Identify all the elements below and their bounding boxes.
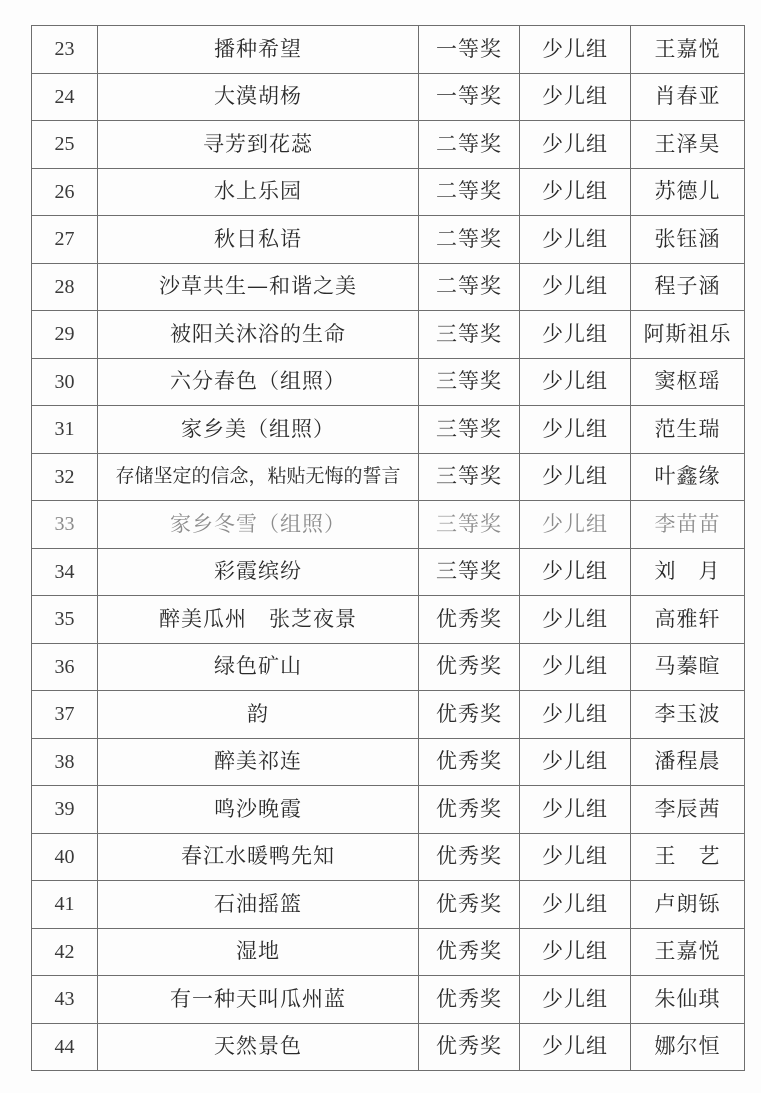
award-level-cell: 二等奖 [419, 216, 520, 264]
author-name-cell: 高雅轩 [631, 596, 745, 644]
table-row [32, 358, 745, 406]
awards-table [31, 25, 745, 1071]
table-row [32, 738, 745, 786]
author-name-cell: 范生瑞 [631, 406, 745, 454]
entry-number-cell: 25 [32, 121, 98, 169]
entry-number-cell: 23 [32, 26, 98, 74]
table-row [32, 833, 745, 881]
work-title-cell: 秋日私语 [98, 216, 419, 264]
age-group-cell: 少儿组 [520, 643, 631, 691]
age-group-cell: 少儿组 [520, 976, 631, 1024]
entry-number-cell: 27 [32, 216, 98, 264]
award-level-cell: 优秀奖 [419, 738, 520, 786]
author-name-cell: 叶鑫缘 [631, 453, 745, 501]
table-row [32, 928, 745, 976]
author-name-cell: 苏德儿 [631, 168, 745, 216]
age-group-cell: 少儿组 [520, 311, 631, 359]
age-group-cell: 少儿组 [520, 833, 631, 881]
entry-number-cell: 43 [32, 976, 98, 1024]
entry-number-cell: 24 [32, 73, 98, 121]
entry-number-cell: 30 [32, 358, 98, 406]
award-level-cell: 三等奖 [419, 548, 520, 596]
award-level-cell: 优秀奖 [419, 928, 520, 976]
table-row [32, 406, 745, 454]
award-level-cell: 优秀奖 [419, 976, 520, 1024]
age-group-cell: 少儿组 [520, 73, 631, 121]
award-level-cell: 二等奖 [419, 121, 520, 169]
age-group-cell: 少儿组 [520, 881, 631, 929]
author-name-cell: 阿斯祖乐 [631, 311, 745, 359]
award-level-cell: 一等奖 [419, 73, 520, 121]
award-level-cell: 优秀奖 [419, 691, 520, 739]
entry-number-cell: 32 [32, 453, 98, 501]
age-group-cell: 少儿组 [520, 548, 631, 596]
age-group-cell: 少儿组 [520, 928, 631, 976]
entry-number-cell: 28 [32, 263, 98, 311]
awards-table-body [32, 26, 745, 1071]
age-group-cell: 少儿组 [520, 121, 631, 169]
entry-number-cell: 41 [32, 881, 98, 929]
work-title-cell: 寻芳到花蕊 [98, 121, 419, 169]
table-row [32, 121, 745, 169]
work-title-cell: 春江水暖鸭先知 [98, 833, 419, 881]
table-row [32, 73, 745, 121]
author-name-cell: 张钰涵 [631, 216, 745, 264]
award-level-cell: 优秀奖 [419, 643, 520, 691]
entry-number-cell: 34 [32, 548, 98, 596]
award-level-cell: 三等奖 [419, 358, 520, 406]
author-name-cell: 王泽昊 [631, 121, 745, 169]
author-name-cell: 刘 月 [631, 548, 745, 596]
award-level-cell: 三等奖 [419, 406, 520, 454]
age-group-cell: 少儿组 [520, 453, 631, 501]
author-name-cell: 朱仙琪 [631, 976, 745, 1024]
entry-number-cell: 29 [32, 311, 98, 359]
work-title-cell: 水上乐园 [98, 168, 419, 216]
table-row [32, 596, 745, 644]
author-name-cell: 卢朗铄 [631, 881, 745, 929]
table-row [32, 786, 745, 834]
work-title-cell: 沙草共生—和谐之美 [98, 263, 419, 311]
table-row [32, 1023, 745, 1071]
entry-number-cell: 31 [32, 406, 98, 454]
table-row [32, 216, 745, 264]
work-title-cell: 韵 [98, 691, 419, 739]
table-row [32, 691, 745, 739]
work-title-cell: 大漠胡杨 [98, 73, 419, 121]
award-level-cell: 优秀奖 [419, 596, 520, 644]
age-group-cell: 少儿组 [520, 786, 631, 834]
entry-number-cell: 37 [32, 691, 98, 739]
age-group-cell: 少儿组 [520, 358, 631, 406]
award-level-cell: 优秀奖 [419, 833, 520, 881]
author-name-cell: 程子涵 [631, 263, 745, 311]
age-group-cell: 少儿组 [520, 216, 631, 264]
work-title-cell: 家乡冬雪（组照） [98, 501, 419, 549]
award-level-cell: 优秀奖 [419, 1023, 520, 1071]
table-row [32, 311, 745, 359]
author-name-cell: 娜尔恒 [631, 1023, 745, 1071]
age-group-cell: 少儿组 [520, 168, 631, 216]
table-row [32, 548, 745, 596]
award-level-cell: 二等奖 [419, 263, 520, 311]
award-level-cell: 优秀奖 [419, 881, 520, 929]
work-title-cell: 绿色矿山 [98, 643, 419, 691]
work-title-cell: 彩霞缤纷 [98, 548, 419, 596]
age-group-cell: 少儿组 [520, 738, 631, 786]
entry-number-cell: 44 [32, 1023, 98, 1071]
author-name-cell: 窦枢瑶 [631, 358, 745, 406]
table-row [32, 26, 745, 74]
table-row [32, 976, 745, 1024]
award-level-cell: 一等奖 [419, 26, 520, 74]
age-group-cell: 少儿组 [520, 691, 631, 739]
author-name-cell: 李苗苗 [631, 501, 745, 549]
entry-number-cell: 36 [32, 643, 98, 691]
table-row [32, 263, 745, 311]
author-name-cell: 王 艺 [631, 833, 745, 881]
work-title-cell: 六分春色（组照） [98, 358, 419, 406]
work-title-cell: 鸣沙晚霞 [98, 786, 419, 834]
author-name-cell: 李辰茜 [631, 786, 745, 834]
work-title-cell: 醉美祁连 [98, 738, 419, 786]
work-title-cell: 有一种天叫瓜州蓝 [98, 976, 419, 1024]
work-title-cell: 存储坚定的信念，粘贴无悔的誓言 [98, 453, 419, 501]
author-name-cell: 王嘉悦 [631, 928, 745, 976]
age-group-cell: 少儿组 [520, 26, 631, 74]
entry-number-cell: 33 [32, 501, 98, 549]
work-title-cell: 天然景色 [98, 1023, 419, 1071]
award-level-cell: 三等奖 [419, 311, 520, 359]
age-group-cell: 少儿组 [520, 406, 631, 454]
work-title-cell: 醉美瓜州 张芝夜景 [98, 596, 419, 644]
entry-number-cell: 35 [32, 596, 98, 644]
entry-number-cell: 38 [32, 738, 98, 786]
work-title-cell: 播种希望 [98, 26, 419, 74]
author-name-cell: 李玉波 [631, 691, 745, 739]
age-group-cell: 少儿组 [520, 596, 631, 644]
age-group-cell: 少儿组 [520, 1023, 631, 1071]
award-level-cell: 二等奖 [419, 168, 520, 216]
entry-number-cell: 42 [32, 928, 98, 976]
table-row [32, 881, 745, 929]
table-row [32, 168, 745, 216]
work-title-cell: 石油摇篮 [98, 881, 419, 929]
award-level-cell: 三等奖 [419, 453, 520, 501]
table-row [32, 453, 745, 501]
entry-number-cell: 26 [32, 168, 98, 216]
entry-number-cell: 40 [32, 833, 98, 881]
table-row [32, 501, 745, 549]
table-row [32, 643, 745, 691]
age-group-cell: 少儿组 [520, 501, 631, 549]
award-level-cell: 优秀奖 [419, 786, 520, 834]
author-name-cell: 肖春亚 [631, 73, 745, 121]
author-name-cell: 马蓁暄 [631, 643, 745, 691]
work-title-cell: 被阳关沐浴的生命 [98, 311, 419, 359]
author-name-cell: 王嘉悦 [631, 26, 745, 74]
work-title-cell: 湿地 [98, 928, 419, 976]
work-title-cell: 家乡美（组照） [98, 406, 419, 454]
author-name-cell: 潘程晨 [631, 738, 745, 786]
award-level-cell: 三等奖 [419, 501, 520, 549]
age-group-cell: 少儿组 [520, 263, 631, 311]
entry-number-cell: 39 [32, 786, 98, 834]
